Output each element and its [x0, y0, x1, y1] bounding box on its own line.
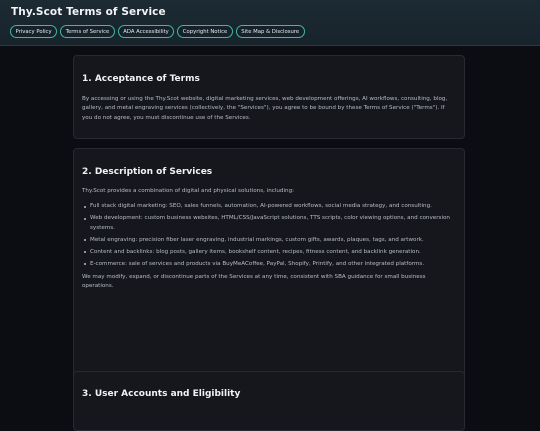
- section-body: By accessing or using the Thy.Scot website, digital marketing services, web development offerings, AI workflows, consulting, blog, gallery, and metal engraving services (collectively, the "Services"), you agree to be bound by these Terms of Service ("Terms"). If you do not agree, you must discontinue use of the Services.: [82, 96, 448, 121]
- list-item: E-commerce: sale of services and products via BuyMeACoffee, PayPal, Shopify, Printify, and other integrated platforms.: [90, 260, 456, 269]
- site-header: [0, 0, 540, 46]
- section-heading: 3. User Accounts and Eligibility: [82, 389, 241, 399]
- section-acceptance: [73, 55, 465, 139]
- list-item: Content and backlinks: blog posts, gallery items, bookshelf content, recipes, fitness content, and backlink generation.: [90, 248, 456, 257]
- nav-site-map-disclosure[interactable]: Site Map & Disclosure: [236, 25, 305, 38]
- page-title: Thy.Scot Terms of Service: [11, 6, 166, 18]
- section-heading: 1. Acceptance of Terms: [82, 74, 200, 84]
- nav-terms-of-service[interactable]: Terms of Service: [60, 25, 115, 38]
- section-heading: 2. Description of Services: [82, 167, 213, 177]
- list-item: Full stack digital marketing: SEO, sales funnels, automation, AI-powered workflows, social media strategy, and consulting.: [90, 202, 456, 211]
- list-item: Metal engraving: precision fiber laser engraving, industrial markings, custom gifts, awards, plaques, tags, and artwork.: [90, 236, 456, 245]
- main-content: [0, 46, 540, 405]
- section-user-accounts: [73, 371, 465, 431]
- services-list: [82, 202, 456, 269]
- nav-privacy-policy[interactable]: Privacy Policy: [10, 25, 57, 38]
- section-description: [73, 148, 465, 405]
- section-outro: We may modify, expand, or discontinue parts of the Services at any time, consistent with SBA guidance for small business operations.: [82, 273, 426, 290]
- policy-nav: [10, 25, 305, 38]
- nav-ada-accessibility[interactable]: ADA Accessibility: [118, 25, 175, 38]
- list-item: Web development: custom business websites, HTML/CSS/JavaScript solutions, TTS scripts, color viewing options, and conversion systems.: [90, 214, 456, 233]
- nav-copyright-notice[interactable]: Copyright Notice: [177, 25, 233, 38]
- section-intro: Thy.Scot provides a combination of digital and physical solutions, including:: [82, 188, 295, 194]
